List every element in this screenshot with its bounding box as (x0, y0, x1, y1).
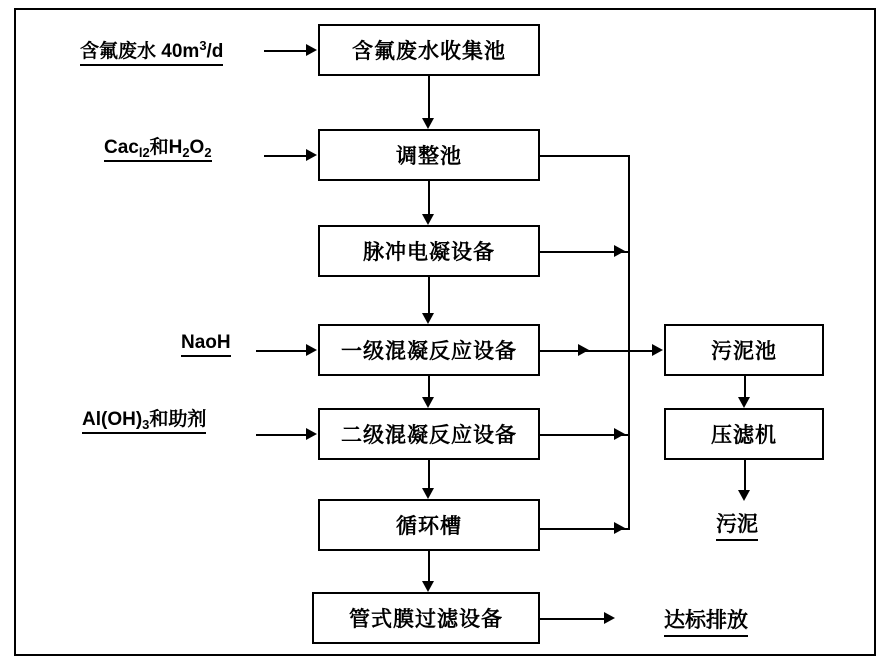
connector-reagent2 (256, 350, 308, 352)
box-adjust[interactable] (318, 129, 540, 181)
box-stage1-label: 一级混凝反应设备 (341, 340, 517, 363)
arrowhead-pulse-bus (614, 245, 625, 257)
output-label-discharge: 达标排放 (664, 604, 748, 637)
box-sludge[interactable] (664, 324, 824, 376)
connector-pulse-stage1 (428, 277, 430, 313)
box-pulse[interactable] (318, 225, 540, 277)
input-label-influent: 含氟废水 $40m^3/d$ (80, 42, 223, 66)
sludge-bus-vertical (628, 155, 630, 530)
connector-collect-adjust (428, 76, 430, 118)
arrowhead-reagent3 (306, 428, 317, 440)
connector-stage2-circulate (428, 460, 430, 488)
connector-adjust-bus (540, 155, 630, 157)
connector-adjust-pulse (428, 181, 430, 214)
box-sludge-label: 污泥池 (711, 340, 777, 363)
connector-reagent1 (264, 155, 308, 157)
box-stage1[interactable] (318, 324, 540, 376)
box-press[interactable] (664, 408, 824, 460)
box-pulse-label: 脉冲电凝设备 (363, 241, 495, 264)
arrowhead-collect-adjust (422, 118, 434, 129)
box-press-label: 压滤机 (711, 424, 777, 447)
box-collect[interactable] (318, 24, 540, 76)
arrowhead-stage2-bus (614, 428, 625, 440)
connector-sludge-press (744, 376, 746, 397)
connector-press-output (744, 460, 746, 490)
arrowhead-press-output (738, 490, 750, 501)
box-stage2[interactable] (318, 408, 540, 460)
arrowhead-pulse-stage1 (422, 313, 434, 324)
arrowhead-reagent2 (306, 344, 317, 356)
box-stage2-label: 二级混凝反应设备 (341, 424, 517, 447)
arrowhead-adjust-pulse (422, 214, 434, 225)
arrowhead-bus-sludge (652, 344, 663, 356)
box-membrane-label: 管式膜过滤设备 (349, 608, 503, 631)
box-circulate[interactable] (318, 499, 540, 551)
arrowhead-circulate-bus (614, 522, 625, 534)
box-adjust-label: 调整池 (396, 145, 462, 168)
connector-membrane-discharge (540, 618, 610, 620)
connector-stage1-stage2 (428, 376, 430, 397)
box-collect-label: 含氟废水收集池 (352, 40, 506, 63)
arrowhead-circulate-membrane (422, 581, 434, 592)
box-membrane[interactable] (312, 592, 540, 644)
arrowhead-reagent1 (306, 149, 317, 161)
connector-stage1-sludge (540, 350, 654, 352)
arrowhead-membrane-discharge (604, 612, 615, 624)
connector-influent (264, 50, 308, 52)
arrowhead-sludge-press (738, 397, 750, 408)
arrowhead-stage1-bus (578, 344, 589, 356)
arrowhead-influent (306, 44, 317, 56)
input-label-reagent2: NaoH (181, 333, 231, 357)
input-label-reagent1: Cac$_{l2}$和$H_2O_2$ (104, 137, 212, 160)
input-label-reagent3: $Al(OH)_3$和助剂 (82, 409, 207, 432)
arrowhead-stage1-stage2 (422, 397, 434, 408)
output-label-sludge: 污泥 (716, 508, 758, 541)
box-circulate-label: 循环槽 (396, 515, 462, 538)
diagram-frame (14, 8, 876, 656)
arrowhead-stage2-circulate (422, 488, 434, 499)
connector-circulate-membrane (428, 551, 430, 581)
connector-reagent3 (256, 434, 308, 436)
